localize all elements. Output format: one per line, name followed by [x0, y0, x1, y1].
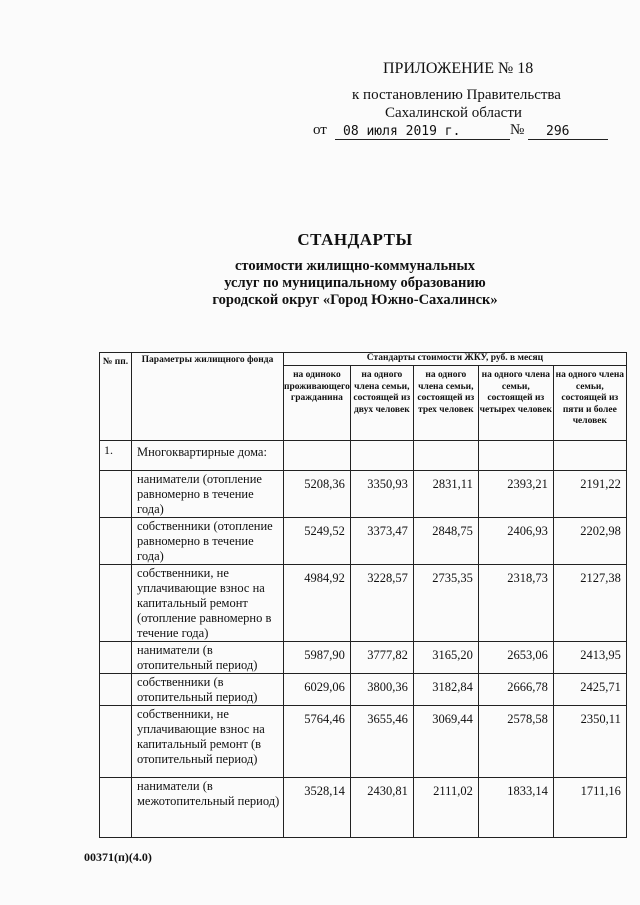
subtitle-line-3: городской округ «Город Южно-Сахалинск»	[212, 292, 498, 308]
empty-cell	[413, 441, 478, 471]
column-header-single: на одиноко проживающего гражданина	[284, 366, 351, 441]
value-cell: 3228,57	[350, 565, 413, 642]
row-label: наниматели (в отопительный период)	[132, 642, 284, 674]
table-row	[100, 706, 627, 778]
value-cell: 3528,14	[284, 778, 351, 838]
value-cell: 2578,58	[478, 706, 553, 778]
value-cell: 2191,22	[553, 471, 626, 518]
section-row	[100, 441, 627, 471]
standards-table	[99, 352, 627, 838]
row-label: собственники, не уплачивающие взнос на капитальный ремонт (отопление равномерно в течение года)	[132, 565, 284, 642]
column-header-five-plus-persons: на одного члена семьи, состоящей из пяти и более человек	[553, 366, 626, 441]
value-cell: 3655,46	[350, 706, 413, 778]
table-row	[100, 518, 627, 565]
value-cell: 2318,73	[478, 565, 553, 642]
value-cell: 3350,93	[350, 471, 413, 518]
value-cell: 2653,06	[478, 642, 553, 674]
value-cell: 2127,38	[553, 565, 626, 642]
empty-cell	[350, 441, 413, 471]
value-cell: 3373,47	[350, 518, 413, 565]
value-cell: 2425,71	[553, 674, 626, 706]
row-number-cell	[100, 778, 132, 838]
empty-cell	[553, 441, 626, 471]
row-number-cell	[100, 674, 132, 706]
value-cell: 2848,75	[413, 518, 478, 565]
row-label: наниматели (отопление равномерно в течение года)	[132, 471, 284, 518]
value-cell: 2735,35	[413, 565, 478, 642]
appendix-title: ПРИЛОЖЕНИЕ № 18	[383, 60, 534, 77]
column-header-three-persons: на одного члена семьи, состоящей из трех человек	[413, 366, 478, 441]
value-cell: 5987,90	[284, 642, 351, 674]
row-label: собственники (отопление равномерно в течение года)	[132, 518, 284, 565]
row-number-cell	[100, 565, 132, 642]
row-number-cell	[100, 518, 132, 565]
resolution-date: 08 июля 2019 г.	[335, 124, 510, 140]
value-cell: 3800,36	[350, 674, 413, 706]
value-cell: 2666,78	[478, 674, 553, 706]
value-cell: 3165,20	[413, 642, 478, 674]
empty-cell	[478, 441, 553, 471]
value-cell: 2393,21	[478, 471, 553, 518]
row-label: собственники (в отопительный период)	[132, 674, 284, 706]
value-cell: 5208,36	[284, 471, 351, 518]
value-cell: 3182,84	[413, 674, 478, 706]
number-prefix: №	[510, 122, 525, 138]
value-cell: 5764,46	[284, 706, 351, 778]
section-number: 1.	[100, 441, 132, 471]
table-row	[100, 674, 627, 706]
value-cell: 2831,11	[413, 471, 478, 518]
row-label: наниматели (в межотопительный период)	[132, 778, 284, 838]
value-cell: 6029,06	[284, 674, 351, 706]
resolution-number: 296	[528, 124, 608, 140]
value-cell: 1711,16	[553, 778, 626, 838]
appendix-resolution-line: к постановлению Правительства	[352, 87, 561, 103]
column-header-parameters: Параметры жилищного фонда	[132, 353, 284, 441]
subtitle-line-2: услуг по муниципальному образованию	[224, 275, 486, 291]
value-cell: 1833,14	[478, 778, 553, 838]
value-cell: 4984,92	[284, 565, 351, 642]
document-title: СТАНДАРТЫ	[297, 230, 413, 249]
row-label: собственники, не уплачивающие взнос на капитальный ремонт (в отопительный период)	[132, 706, 284, 778]
row-number-cell	[100, 706, 132, 778]
value-cell: 2406,93	[478, 518, 553, 565]
column-header-two-persons: на одного члена семьи, состоящей из двух человек	[350, 366, 413, 441]
value-cell: 2111,02	[413, 778, 478, 838]
value-cell: 2413,95	[553, 642, 626, 674]
value-cell: 3777,82	[350, 642, 413, 674]
table-row	[100, 778, 627, 838]
subtitle-line-1: стоимости жилищно-коммунальных	[234, 258, 476, 274]
table-row	[100, 642, 627, 674]
section-label: Многоквартирные дома:	[132, 441, 284, 471]
value-cell: 2430,81	[350, 778, 413, 838]
appendix-date-row	[313, 122, 613, 144]
appendix-region-line: Сахалинской области	[385, 105, 522, 121]
column-header-four-persons: на одного члена семьи, состоящей из четырех человек	[478, 366, 553, 441]
column-group-header: Стандарты стоимости ЖКУ, руб. в месяц	[284, 353, 627, 366]
value-cell: 3069,44	[413, 706, 478, 778]
value-cell: 2350,11	[553, 706, 626, 778]
row-number-cell	[100, 471, 132, 518]
table-row	[100, 565, 627, 642]
date-prefix: от	[313, 122, 327, 138]
value-cell: 5249,52	[284, 518, 351, 565]
empty-cell	[284, 441, 351, 471]
value-cell: 2202,98	[553, 518, 626, 565]
form-code: 00371(п)(4.0)	[84, 850, 152, 864]
row-number-cell	[100, 642, 132, 674]
column-header-number: № пп.	[100, 353, 132, 441]
table-row	[100, 471, 627, 518]
